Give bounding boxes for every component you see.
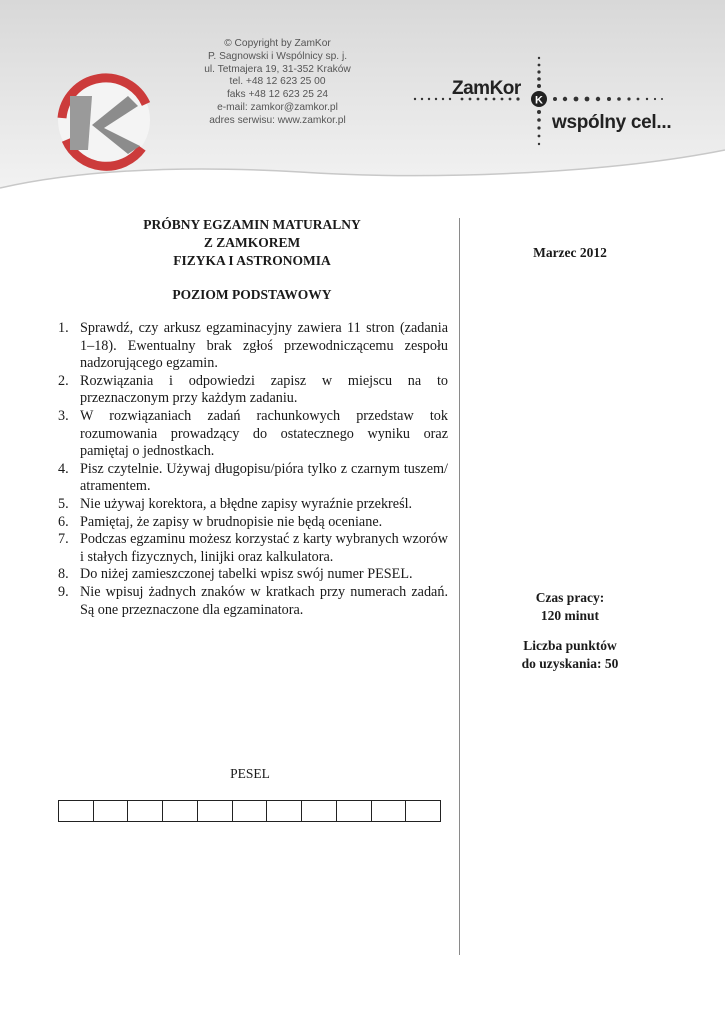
list-item [58, 408, 448, 461]
pesel-input-grid[interactable] [58, 800, 441, 822]
brand-k-badge [531, 91, 547, 107]
title-line: Z ZAMKOREM [203, 235, 301, 250]
instructions-list [58, 320, 448, 619]
pesel-digit-cell[interactable] [233, 800, 268, 822]
time-label: Czas pracy: [535, 590, 605, 605]
item-text: Nie używaj korektora, a błędne zapisy wyraźnie przekreśl. [80, 495, 413, 512]
item-text: Nie wpisuj żadnych znaków w kratkach przy numerach zadań. Są one przeznaczone dla egzaminatora. [80, 583, 448, 618]
item-number: 3. [58, 407, 69, 424]
brand-name: ZamKor [452, 78, 521, 99]
item-number: 1. [58, 320, 69, 336]
list-item [58, 373, 448, 408]
list-item [58, 496, 448, 514]
exam-date: Marzec 2012 [533, 245, 607, 260]
copyright-line: ul. Tetmajera 19, 31-352 Kraków [204, 63, 351, 75]
item-text: Do niżej zamieszczonej tabelki wpisz swój numer PESEL. [80, 566, 413, 583]
item-number: 7. [58, 531, 69, 548]
item-text: Podczas egzaminu możesz korzystać z karty wybranych wzorów i stałych fizycznych, linijki oraz kalkulatora. [80, 531, 448, 565]
pesel-digit-cell[interactable] [59, 800, 94, 822]
list-item [58, 461, 448, 496]
copyright-line: tel. +48 12 623 25 00 [229, 76, 326, 88]
points-info [470, 637, 670, 672]
pesel-digit-cell[interactable] [302, 800, 337, 822]
item-number: 9. [58, 583, 69, 600]
list-item [58, 514, 448, 532]
title-line: FIZYKA I ASTRONOMIA [173, 253, 331, 268]
item-number: 2. [58, 372, 69, 389]
copyright-line: © Copyright by ZamKor [224, 38, 331, 49]
list-item [58, 566, 448, 584]
item-text: Pamiętaj, że zapisy w brudnopisie nie będą oceniane. [80, 513, 383, 530]
item-number: 5. [58, 495, 69, 512]
exam-level: POZIOM PODSTAWOWY [172, 287, 332, 302]
copyright-line: adres serwisu: www.zamkor.pl [209, 114, 346, 126]
points-value: do uzyskania: 50 [521, 655, 619, 671]
time-value: 120 minut [540, 607, 600, 623]
list-item [58, 320, 448, 373]
list-item [58, 584, 448, 619]
pesel-digit-cell[interactable] [372, 800, 407, 822]
item-number: 4. [58, 460, 69, 477]
pesel-digit-cell[interactable] [94, 800, 129, 822]
item-text: Rozwiązania i odpowiedzi zapisz w miejscu na to przeznaczonym przy każdym zadaniu. [80, 372, 448, 407]
item-number: 8. [58, 566, 69, 583]
points-label: Liczba punktów [523, 638, 617, 653]
pesel-label: PESEL [230, 766, 270, 781]
list-item [58, 531, 448, 566]
column-divider [459, 218, 460, 955]
copyright-line: P. Sagnowski i Wspólnicy sp. j. [207, 50, 348, 62]
svg-text:K: K [535, 94, 543, 107]
copyright-line: faks +48 12 623 25 24 [226, 89, 329, 101]
exam-title [60, 216, 444, 270]
item-text: Pisz czytelnie. Używaj długopisu/pióra tylko z czarnym tuszem/ atramentem. [80, 460, 448, 495]
pesel-digit-cell[interactable] [337, 800, 372, 822]
pesel-digit-cell[interactable] [406, 800, 441, 822]
time-info [470, 589, 670, 624]
item-text: Sprawdź, czy arkusz egzaminacyjny zawiera 11 stron (zadania 1–18). Ewentualny brak zgłoś przewodniczącemu zespołu nadzorującego egzamin. [80, 320, 448, 372]
zamkor-k-logo [58, 74, 150, 166]
pesel-digit-cell[interactable] [128, 800, 163, 822]
item-number: 6. [58, 513, 69, 530]
brand-slogan: wspólny cel... [552, 112, 672, 133]
pesel-digit-cell[interactable] [163, 800, 198, 822]
pesel-digit-cell[interactable] [267, 800, 302, 822]
copyright-line: e-mail: zamkor@zamkor.pl [217, 101, 338, 113]
copyright-block [185, 38, 370, 128]
item-text: W rozwiązaniach zadań rachunkowych przedstaw tok rozumowania prowadzący do ostatecznego wyniku oraz pamiętaj o jednostkach. [80, 407, 448, 460]
title-line: PRÓBNY EGZAMIN MATURALNY [143, 217, 361, 232]
pesel-digit-cell[interactable] [198, 800, 233, 822]
